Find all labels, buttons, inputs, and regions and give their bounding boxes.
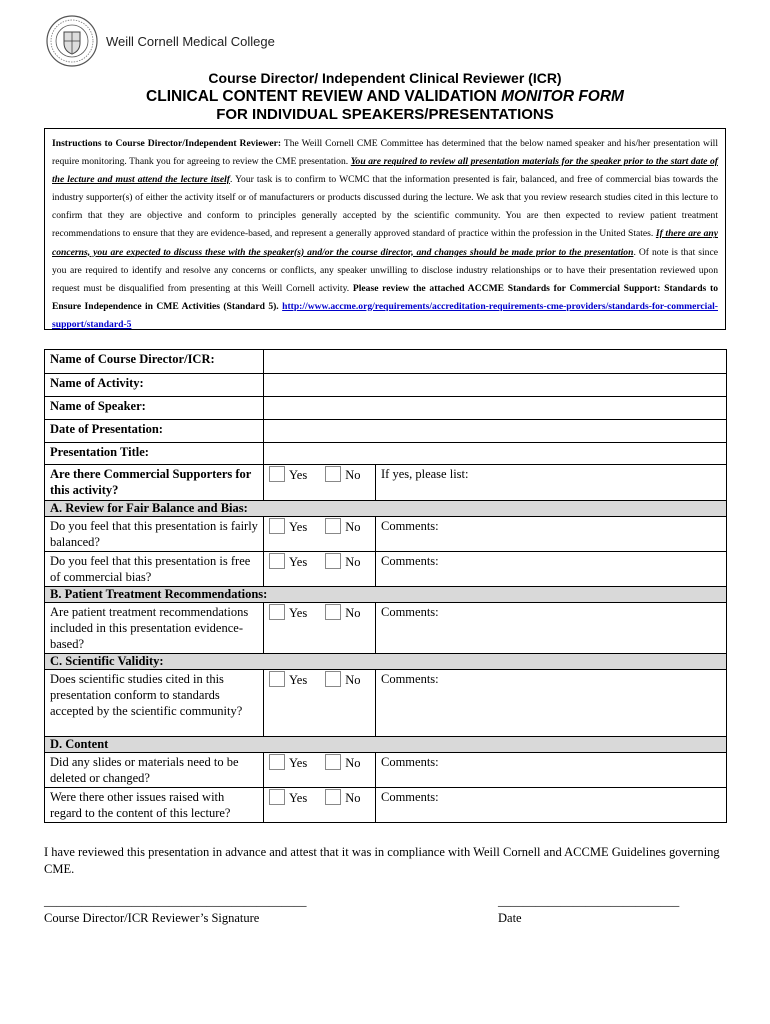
scientific-validity-question: Does scientific studies cited in this presentation conform to standards accepted by the scientific community? xyxy=(45,670,264,737)
presentation-title-label: Presentation Title: xyxy=(45,443,264,465)
evidence-based-no-checkbox[interactable] xyxy=(325,604,341,620)
instructions-p2: . Your task is to confirm to WCMC that the information presented is fair, balanced, and free of commercial bias towards the industry supporter(s) of either the activity itself or of manufacturers or products discussed during the lecture. We ask that you review research studies cited in this lecture to confirm that they are objective and conform to principles generally accepted by the scientific community. You are then expected to review patient treatment recommendations to ensure that they are evidence-based, and represent a generally approved standard of practice within the profession in the United States. xyxy=(52,174,718,240)
evidence-based-comments[interactable]: Comments: xyxy=(376,603,727,654)
evidence-based-yes-checkbox[interactable] xyxy=(269,604,285,620)
commercial-yes-checkbox[interactable] xyxy=(269,466,285,482)
yes-label: Yes xyxy=(289,555,308,569)
other-issues-yes-checkbox[interactable] xyxy=(269,789,285,805)
evidence-based-yes-no xyxy=(264,603,376,654)
yes-label: Yes xyxy=(289,606,308,620)
section-b-heading: B. Patient Treatment Recommendations: xyxy=(45,587,727,603)
fair-balance-comments[interactable]: Comments: xyxy=(376,517,727,552)
instructions-requirement-2: If there are any concerns, you are expected to discuss these with the speaker(s) and/or the course director, and changes should be made prior to the presentation xyxy=(52,228,718,258)
commercial-bias-yes-no xyxy=(264,552,376,587)
instructions-box xyxy=(44,128,726,330)
date-field[interactable] xyxy=(264,420,727,443)
course-director-label: Name of Course Director/ICR: xyxy=(45,350,264,374)
no-label: No xyxy=(345,791,361,805)
other-issues-no-checkbox[interactable] xyxy=(325,789,341,805)
speaker-field[interactable] xyxy=(264,397,727,420)
activity-field[interactable] xyxy=(264,374,727,397)
title-line-2-plain: CLINICAL CONTENT REVIEW AND VALIDATION xyxy=(146,88,502,105)
scientific-validity-no-checkbox[interactable] xyxy=(325,671,341,687)
commercial-bias-question: Do you feel that this presentation is free of commercial bias? xyxy=(45,552,264,587)
commercial-yes-no xyxy=(264,465,376,501)
other-issues-yes-no xyxy=(264,788,376,823)
commercial-supporters-question: Are there Commercial Supporters for this activity? xyxy=(45,465,264,501)
other-issues-comments[interactable]: Comments: xyxy=(376,788,727,823)
presentation-title-field[interactable] xyxy=(264,443,727,465)
no-label: No xyxy=(345,606,361,620)
accme-standard-link[interactable]: http://www.accme.org/requirements/accreditation-requirements-cme-providers/standards-for-commercial-support/standard-5 xyxy=(52,300,718,330)
letterhead xyxy=(46,14,275,68)
section-c-heading: C. Scientific Validity: xyxy=(45,654,727,670)
commercial-bias-no-checkbox[interactable] xyxy=(325,553,341,569)
instructions-lead: Instructions to Course Director/Independent Reviewer: xyxy=(52,138,282,149)
title-line-2-italic: MONITOR FORM xyxy=(501,88,624,105)
other-issues-question: Were there other issues raised with regard to the content of this lecture? xyxy=(45,788,264,823)
title-line-1: Course Director/ Independent Clinical Reviewer (ICR) xyxy=(208,70,562,86)
fair-balance-yes-checkbox[interactable] xyxy=(269,518,285,534)
yes-label: Yes xyxy=(289,791,308,805)
no-label: No xyxy=(345,468,361,482)
review-form-table xyxy=(44,349,727,823)
course-director-field[interactable] xyxy=(264,350,727,374)
commercial-no-checkbox[interactable] xyxy=(325,466,341,482)
section-d-heading: D. Content xyxy=(45,737,727,753)
fair-balance-question: Do you feel that this presentation is fairly balanced? xyxy=(45,517,264,552)
slides-changed-yes-no xyxy=(264,753,376,788)
commercial-list-field[interactable]: If yes, please list: xyxy=(376,465,727,501)
evidence-based-question: Are patient treatment recommendations included in this presentation evidence-based? xyxy=(45,603,264,654)
no-label: No xyxy=(345,756,361,770)
date-block xyxy=(498,893,679,927)
scientific-validity-comments[interactable]: Comments: xyxy=(376,670,727,737)
commercial-bias-comments[interactable]: Comments: xyxy=(376,552,727,587)
yes-label: Yes xyxy=(289,673,308,687)
slides-changed-comments[interactable]: Comments: xyxy=(376,753,727,788)
yes-label: Yes xyxy=(289,756,308,770)
no-label: No xyxy=(345,673,361,687)
commercial-bias-yes-checkbox[interactable] xyxy=(269,553,285,569)
title-line-2 xyxy=(0,87,770,106)
instructions-p3: . Of note is that since you are required to identify and resolve any concerns or conflicts, any speaker unwilling to disclose industry relationships or to have their presentation reviewed upon request must be disqualified from presenting at this Weill Cornell activity. xyxy=(52,246,718,294)
date-label: Date of Presentation: xyxy=(45,420,264,443)
attestation-text: I have reviewed this presentation in advance and attest that it was in compliance with Weill Cornell and ACCME Guidelines governing CME. xyxy=(44,845,720,876)
college-name: Weill Cornell Medical College xyxy=(106,33,275,49)
signature-line[interactable]: __________________________________________ xyxy=(44,894,307,908)
no-label: No xyxy=(345,520,361,534)
date-line[interactable]: _____________________________ xyxy=(498,894,680,908)
activity-label: Name of Activity: xyxy=(45,374,264,397)
scientific-validity-yes-checkbox[interactable] xyxy=(269,671,285,687)
yes-label: Yes xyxy=(289,468,308,482)
no-label: No xyxy=(345,555,361,569)
instructions-requirement-1: You are required to review all presentation materials for the speaker prior to the start date of the lecture and must attend the lecture itself xyxy=(52,156,718,186)
slides-changed-question: Did any slides or materials need to be deleted or changed? xyxy=(45,753,264,788)
cornell-seal-icon xyxy=(46,15,98,67)
speaker-label: Name of Speaker: xyxy=(45,397,264,420)
fair-balance-yes-no xyxy=(264,517,376,552)
instructions-p1: The Weill Cornell CME Committee has determined that the below named speaker and his/her presentation will require monitoring. Thank you for agreeing to review the CME presentation. xyxy=(52,138,718,168)
slides-changed-yes-checkbox[interactable] xyxy=(269,754,285,770)
scientific-validity-yes-no xyxy=(264,670,376,737)
yes-label: Yes xyxy=(289,520,308,534)
signature-block xyxy=(44,893,307,927)
form-title xyxy=(0,70,770,124)
title-line-3: FOR INDIVIDUAL SPEAKERS/PRESENTATIONS xyxy=(216,106,554,123)
date-signature-label: Date xyxy=(498,911,522,925)
slides-changed-no-checkbox[interactable] xyxy=(325,754,341,770)
signature-label: Course Director/ICR Reviewer’s Signature xyxy=(44,911,260,925)
instructions-review-standards: Please review the attached ACCME Standards for Commercial Support: Standards to Ensure Independence in CME Activities (Standard 5). xyxy=(52,282,718,312)
section-a-heading: A. Review for Fair Balance and Bias: xyxy=(45,501,727,517)
fair-balance-no-checkbox[interactable] xyxy=(325,518,341,534)
